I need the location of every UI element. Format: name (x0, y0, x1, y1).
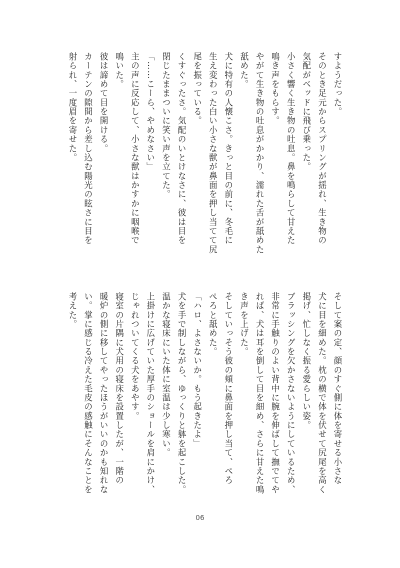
text-line: い。掌に感じる冷えた毛皮の感触にそんなことを (83, 292, 94, 495)
text-line: 「ハロ、よさないか。もう起きたよ」 (192, 292, 203, 449)
text-line: 生え変わった白い小さな獣が鼻面を押し当てて尻 (208, 52, 219, 255)
text-line: 暖炉の側に移してやったほうがいいのかも知れな (99, 292, 110, 495)
text-line: き声を上げた。 (239, 292, 250, 357)
text-line: 彼は諦めて目を開ける。 (99, 52, 110, 154)
text-line: 温かな寝床にいた体に室温は少し寒い。 (161, 292, 172, 458)
text-line: ブラッシングを欠かさないようにしているため、 (286, 292, 297, 495)
text-line: ぺろと舐めた。 (208, 292, 219, 357)
upper-text-block (64, 52, 345, 302)
text-line: 犬を手で制しながら、ゆっくりと躰を起こした。 (177, 292, 188, 495)
text-line: じゃれついてくる犬をあやす。 (130, 292, 141, 421)
text-line: 鳴き声をもらす。 (270, 52, 281, 126)
text-line: 射られ、一度眉を寄せた。 (67, 52, 78, 163)
text-line: そのとき足元からスプリングが揺れ、生き物の (317, 52, 328, 245)
text-line: そしていっそう彼の頬に鼻面を押し当て、ぺろ (223, 292, 234, 485)
text-line: 閉じたままついに笑い声を立てた。 (161, 52, 172, 200)
text-line: 上掛けに広げていた厚手のショールを肩にかけ、 (145, 292, 156, 495)
text-line: 掲げ、忙しなく振る愛らしい姿。 (301, 292, 312, 430)
text-line: すようだった。 (333, 52, 343, 117)
text-line: くすぐったさ。気配のいとけなさに、彼は目を (177, 52, 188, 245)
text-line: やがて生き物の吐息がかかり、濡れた舌が舐めた (255, 52, 266, 255)
text-line: 考えた。 (67, 292, 78, 329)
text-line: 犬に特有の人懐こさ。きっと目の前に、冬毛に (223, 52, 234, 245)
text-line: カーテンの隙間から差し込む陽光の眩さに目を (83, 52, 94, 245)
text-line: 尾を振っている。 (192, 52, 203, 126)
lower-text-block (64, 292, 345, 532)
text-line: 非常に手触りのよい背中に腕を伸ばして撫でてや (270, 292, 281, 495)
text-line: 主の声に反応して、小さな獣はかすかに咽喉で (130, 52, 141, 245)
text-line: 小さく響く生き物の吐息。鼻を鳴らして甘えた (286, 52, 297, 245)
text-line: 寝室の片隅に犬用の寝床を設置したが、一階の (114, 292, 125, 485)
text-line: 気配がベッドに飛び乗った。 (301, 52, 312, 172)
text-line: 「……こーら、やめなさい」 (145, 52, 156, 172)
text-line: 鳴いた。 (114, 52, 125, 89)
text-line: そして案の定、顔のすぐ側に体を寄せる小さな (333, 292, 343, 485)
text-line: れば、犬は耳を倒して目を細め、さらに甘えた鳴 (255, 292, 266, 495)
text-line: 舐めた。 (239, 52, 250, 89)
text-line: 犬に目を細めた。枕の横で体を伏せて尻尾を高く (317, 292, 328, 495)
page-number: 06 (195, 514, 205, 522)
